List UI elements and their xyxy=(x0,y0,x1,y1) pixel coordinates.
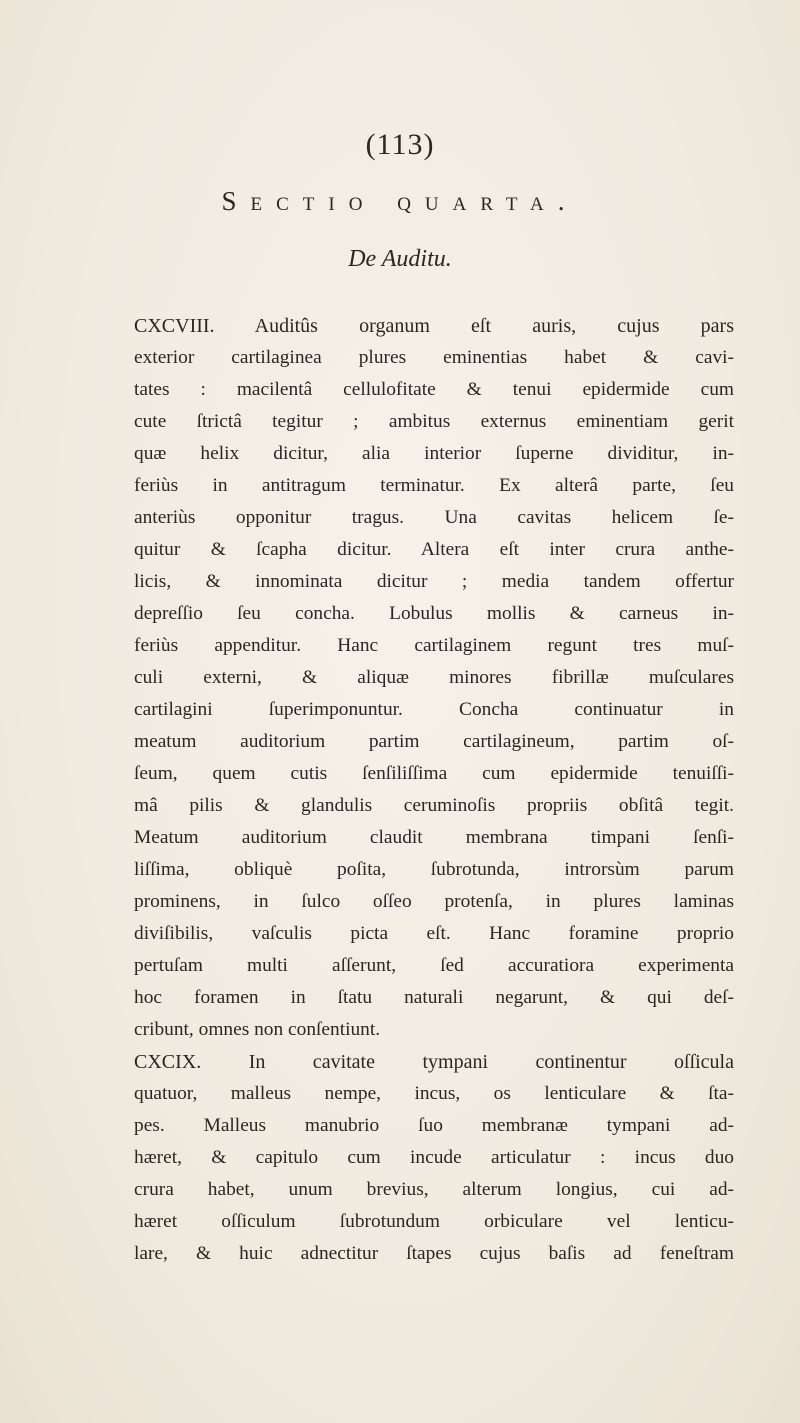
text-line: quatuor, malleus nempe, incus, os lenticulare & ſta- xyxy=(134,1083,734,1104)
section-title: Sectio quarta. xyxy=(221,186,579,216)
text-line: CXCVIII. Auditûs organum eſt auris, cujus pars xyxy=(134,315,734,337)
text-line: lare, & huic adnectitur ſtapes cujus baſis ad feneſtram xyxy=(134,1243,734,1264)
text-line: depreſſio ſeu concha. Lobulus mollis & carneus in- xyxy=(134,603,734,624)
text-line: cartilagini ſuperimponuntur. Concha continuatur in xyxy=(134,699,734,720)
text-line: meatum auditorium partim cartilagineum, partim oſ- xyxy=(134,731,734,752)
text-line: anteriùs opponitur tragus. Una cavitas helicem ſe- xyxy=(134,507,734,528)
text-line: licis, & innominata dicitur ; media tandem offertur xyxy=(134,571,734,592)
text-line: cute ſtrictâ tegitur ; ambitus externus eminentiam gerit xyxy=(134,411,734,432)
text-line: Meatum auditorium claudit membrana timpani ſenſi- xyxy=(134,827,734,848)
text-line: hæret, & capitulo cum incude articulatur : incus duo xyxy=(134,1147,734,1168)
text-line: crura habet, unum brevius, alterum longius, cui ad- xyxy=(134,1179,734,1200)
text-line: tates : macilentâ cellulofitate & tenui epidermide cum xyxy=(134,379,734,400)
page-number: (113) xyxy=(365,128,435,161)
text-line: hæret oſſiculum ſubrotundum orbiculare vel lenticu- xyxy=(134,1211,734,1232)
text-line: cribunt, omnes non conſentiunt. xyxy=(134,1019,381,1040)
text-line: pes. Malleus manubrio ſuo membranæ tympani ad- xyxy=(134,1115,734,1136)
text-line: feriùs appenditur. Hanc cartilaginem regunt tres muſ- xyxy=(134,635,734,656)
text-line: quitur & ſcapha dicitur. Altera eſt inter crura anthe- xyxy=(134,539,734,560)
section-subtitle: De Auditu. xyxy=(348,246,452,272)
text-line: mâ pilis & glandulis ceruminoſis propriis obſitâ tegit. xyxy=(134,795,734,816)
text-line: exterior cartilaginea plures eminentias habet & cavi- xyxy=(134,347,734,368)
text-line: culi externi, & aliquæ minores fibrillæ muſculares xyxy=(134,667,734,688)
body-text xyxy=(134,310,734,1270)
text-line: quæ helix dicitur, alia interior ſuperne dividitur, in- xyxy=(134,443,734,464)
text-line: liſſima, obliquè poſita, ſubrotunda, introrsùm parum xyxy=(134,859,734,880)
text-line: ſeum, quem cutis ſenſiliſſima cum epidermide tenuiſſi- xyxy=(134,763,734,784)
text-line: diviſibilis, vaſculis picta eſt. Hanc foramine proprio xyxy=(134,923,734,944)
text-line: hoc foramen in ſtatu naturali negarunt, & qui deſ- xyxy=(134,987,734,1008)
text-line: pertuſam multi aſſerunt, ſed accuratiora experimenta xyxy=(134,955,734,976)
text-line: feriùs in antitragum terminatur. Ex alterâ parte, ſeu xyxy=(134,475,734,496)
text-line: CXCIX. In cavitate tympani continentur oſſicula xyxy=(134,1051,734,1073)
text-line: prominens, in ſulco oſſeo protenſa, in plures laminas xyxy=(134,891,734,912)
